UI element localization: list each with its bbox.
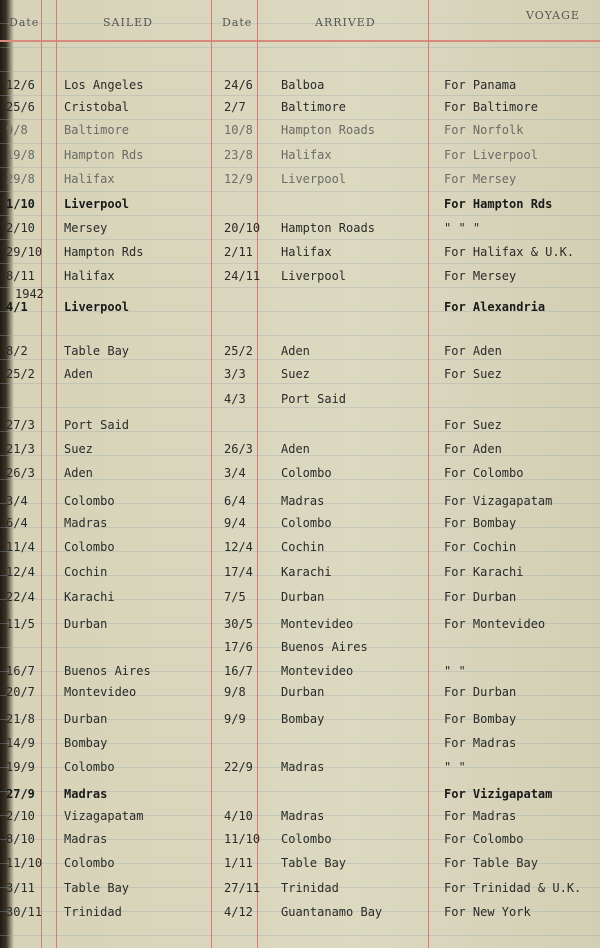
arrival-port: Halifax — [281, 148, 332, 162]
sail-date: 16/7 — [6, 664, 35, 678]
sail-port: Durban — [64, 617, 108, 631]
voyage-note: For Trinidad & U.K. — [444, 881, 582, 895]
arrival-date: 4/10 — [224, 809, 253, 823]
sail-port: Liverpool — [64, 300, 130, 314]
sail-port: Los Angeles — [64, 78, 144, 92]
sail-date: 19/9 — [6, 760, 35, 774]
arrival-date: 3/4 — [224, 466, 246, 480]
arrival-date: 9/8 — [224, 685, 246, 699]
arrival-port: Colombo — [281, 466, 332, 480]
header-voyage: VOYAGE — [526, 9, 580, 22]
sail-port: Colombo — [64, 856, 115, 870]
sail-port: Buenos Aires — [64, 664, 151, 678]
sail-port: Hampton Rds — [64, 148, 144, 162]
arrival-date: 12/4 — [224, 540, 253, 554]
sail-port: Madras — [64, 516, 108, 530]
voyage-note: " " — [444, 760, 466, 774]
sail-port: Port Said — [64, 418, 130, 432]
arrival-port: Table Bay — [281, 856, 347, 870]
arrival-date: 24/6 — [224, 78, 253, 92]
arrival-port: Madras — [281, 760, 325, 774]
sail-date: 29/8 — [6, 172, 35, 186]
voyage-note: For Aden — [444, 442, 502, 456]
sail-date: 8/2 — [6, 344, 28, 358]
arrival-port: Madras — [281, 809, 325, 823]
arrival-port: Montevideo — [281, 664, 354, 678]
sail-port: Halifax — [64, 269, 115, 283]
arrival-date: 9/9 — [224, 712, 246, 726]
voyage-note: For Colombo — [444, 832, 524, 846]
arrival-date: 30/5 — [224, 617, 253, 631]
arrival-port: Bombay — [281, 712, 325, 726]
arrival-port: Balboa — [281, 78, 325, 92]
sail-date: 26/3 — [6, 466, 35, 480]
sail-port: Table Bay — [64, 881, 130, 895]
sail-port: Cochin — [64, 565, 108, 579]
arrival-date: 4/12 — [224, 905, 253, 919]
sail-date: 9/8 — [6, 123, 28, 137]
sail-date: 11/10 — [6, 856, 43, 870]
voyage-note: For Norfolk — [444, 123, 524, 137]
sail-port: Montevideo — [64, 685, 137, 699]
arrival-date: 9/4 — [224, 516, 246, 530]
sail-port: Table Bay — [64, 344, 130, 358]
voyage-note: For Baltimore — [444, 100, 538, 114]
sail-port: Colombo — [64, 494, 115, 508]
sail-port: Madras — [64, 787, 108, 801]
arrival-date: 11/10 — [224, 832, 261, 846]
voyage-note: For Durban — [444, 590, 517, 604]
sail-date: 12/6 — [6, 78, 35, 92]
year-annotation: 1942 — [15, 287, 44, 301]
voyage-note: For Madras — [444, 736, 517, 750]
arrival-port: Liverpool — [281, 172, 347, 186]
arrival-port: Colombo — [281, 516, 332, 530]
arrival-date: 4/3 — [224, 392, 246, 406]
sail-port: Hampton Rds — [64, 245, 144, 259]
voyage-note: For Suez — [444, 418, 502, 432]
voyage-note: For Alexandria — [444, 300, 546, 314]
sail-port: Colombo — [64, 760, 115, 774]
sail-date: 29/10 — [6, 245, 43, 259]
voyage-note: For Bombay — [444, 516, 517, 530]
arrival-port: Guantanamo Bay — [281, 905, 383, 919]
sail-port: Trinidad — [64, 905, 122, 919]
sail-date: 11/5 — [6, 617, 35, 631]
sail-port: Baltimore — [64, 123, 130, 137]
sail-date: 4/1 — [6, 300, 28, 314]
sail-date: 19/8 — [6, 148, 35, 162]
voyage-note: For Table Bay — [444, 856, 538, 870]
sail-date: 14/9 — [6, 736, 35, 750]
arrival-port: Suez — [281, 367, 310, 381]
header-sailed: SAILED — [103, 16, 153, 29]
arrival-port: Hampton Roads — [281, 123, 375, 137]
sail-date: 20/7 — [6, 685, 35, 699]
arrival-port: Durban — [281, 685, 325, 699]
arrival-port: Hampton Roads — [281, 221, 375, 235]
sail-port: Aden — [64, 367, 93, 381]
sail-port: Aden — [64, 466, 93, 480]
arrival-date: 27/11 — [224, 881, 261, 895]
voyage-note: For Mersey — [444, 172, 517, 186]
arrival-port: Port Said — [281, 392, 347, 406]
sail-date: 8/11 — [6, 269, 35, 283]
sail-port: Karachi — [64, 590, 115, 604]
arrival-port: Madras — [281, 494, 325, 508]
arrival-port: Trinidad — [281, 881, 339, 895]
voyage-note: For Cochin — [444, 540, 517, 554]
sail-date: 2/10 — [6, 221, 35, 235]
arrival-date: 12/9 — [224, 172, 253, 186]
sail-port: Vizagapatam — [64, 809, 144, 823]
arrival-date: 17/6 — [224, 640, 253, 654]
sail-date: 27/9 — [6, 787, 35, 801]
voyage-note: For New York — [444, 905, 531, 919]
arrival-port: Durban — [281, 590, 325, 604]
arrival-date: 16/7 — [224, 664, 253, 678]
arrival-date: 7/5 — [224, 590, 246, 604]
arrival-date: 6/4 — [224, 494, 246, 508]
voyage-note: For Vizigapatam — [444, 787, 553, 801]
voyage-note: For Hampton Rds — [444, 197, 553, 211]
sail-date: 21/8 — [6, 712, 35, 726]
voyage-note: For Aden — [444, 344, 502, 358]
sail-port: Madras — [64, 832, 108, 846]
arrival-date: 24/11 — [224, 269, 261, 283]
arrival-port: Halifax — [281, 245, 332, 259]
sail-date: 21/3 — [6, 442, 35, 456]
voyage-note: For Montevideo — [444, 617, 546, 631]
sail-port: Cristobal — [64, 100, 130, 114]
arrival-port: Liverpool — [281, 269, 347, 283]
voyage-note: For Colombo — [444, 466, 524, 480]
voyage-note: For Mersey — [444, 269, 517, 283]
arrival-port: Colombo — [281, 832, 332, 846]
voyage-note: For Karachi — [444, 565, 524, 579]
arrival-port: Aden — [281, 442, 310, 456]
voyage-note: " " " — [444, 221, 481, 235]
sail-port: Suez — [64, 442, 93, 456]
arrival-port: Buenos Aires — [281, 640, 368, 654]
sail-port: Liverpool — [64, 197, 130, 211]
sail-date: 11/4 — [6, 540, 35, 554]
arrival-date: 20/10 — [224, 221, 261, 235]
arrival-port: Baltimore — [281, 100, 347, 114]
sail-port: Colombo — [64, 540, 115, 554]
arrival-date: 2/11 — [224, 245, 253, 259]
arrival-date: 17/4 — [224, 565, 253, 579]
sail-date: 25/6 — [6, 100, 35, 114]
sail-date: 3/4 — [6, 494, 28, 508]
arrival-date: 23/8 — [224, 148, 253, 162]
header-date-arrived: Date — [222, 16, 253, 29]
arrival-date: 3/3 — [224, 367, 246, 381]
arrival-date: 10/8 — [224, 123, 253, 137]
voyage-note: For Durban — [444, 685, 517, 699]
sail-date: 30/11 — [6, 905, 43, 919]
arrival-port: Cochin — [281, 540, 325, 554]
voyage-note: For Vizagapatam — [444, 494, 553, 508]
sail-port: Mersey — [64, 221, 108, 235]
voyage-note: For Liverpool — [444, 148, 538, 162]
sail-date: 2/10 — [6, 809, 35, 823]
arrival-port: Montevideo — [281, 617, 354, 631]
sail-date: 6/4 — [6, 516, 28, 530]
voyage-note: For Panama — [444, 78, 517, 92]
sail-port: Halifax — [64, 172, 115, 186]
voyage-note: For Bombay — [444, 712, 517, 726]
header-arrived: ARRIVED — [315, 16, 376, 29]
arrival-date: 25/2 — [224, 344, 253, 358]
sail-date: 1/10 — [6, 197, 35, 211]
arrival-date: 26/3 — [224, 442, 253, 456]
sail-date: 27/3 — [6, 418, 35, 432]
voyage-note: For Halifax & U.K. — [444, 245, 575, 259]
voyage-note: For Suez — [444, 367, 502, 381]
sail-date: 3/11 — [6, 881, 35, 895]
arrival-date: 1/11 — [224, 856, 253, 870]
header-date-sailed: Date — [9, 16, 40, 29]
sail-date: 22/4 — [6, 590, 35, 604]
voyage-note: " " — [444, 664, 466, 678]
sail-date: 25/2 — [6, 367, 35, 381]
voyage-note: For Madras — [444, 809, 517, 823]
sail-date: 8/10 — [6, 832, 35, 846]
sail-port: Durban — [64, 712, 108, 726]
arrival-date: 2/7 — [224, 100, 246, 114]
arrival-port: Karachi — [281, 565, 332, 579]
arrival-date: 22/9 — [224, 760, 253, 774]
sail-port: Bombay — [64, 736, 108, 750]
sail-date: 12/4 — [6, 565, 35, 579]
arrival-port: Aden — [281, 344, 310, 358]
